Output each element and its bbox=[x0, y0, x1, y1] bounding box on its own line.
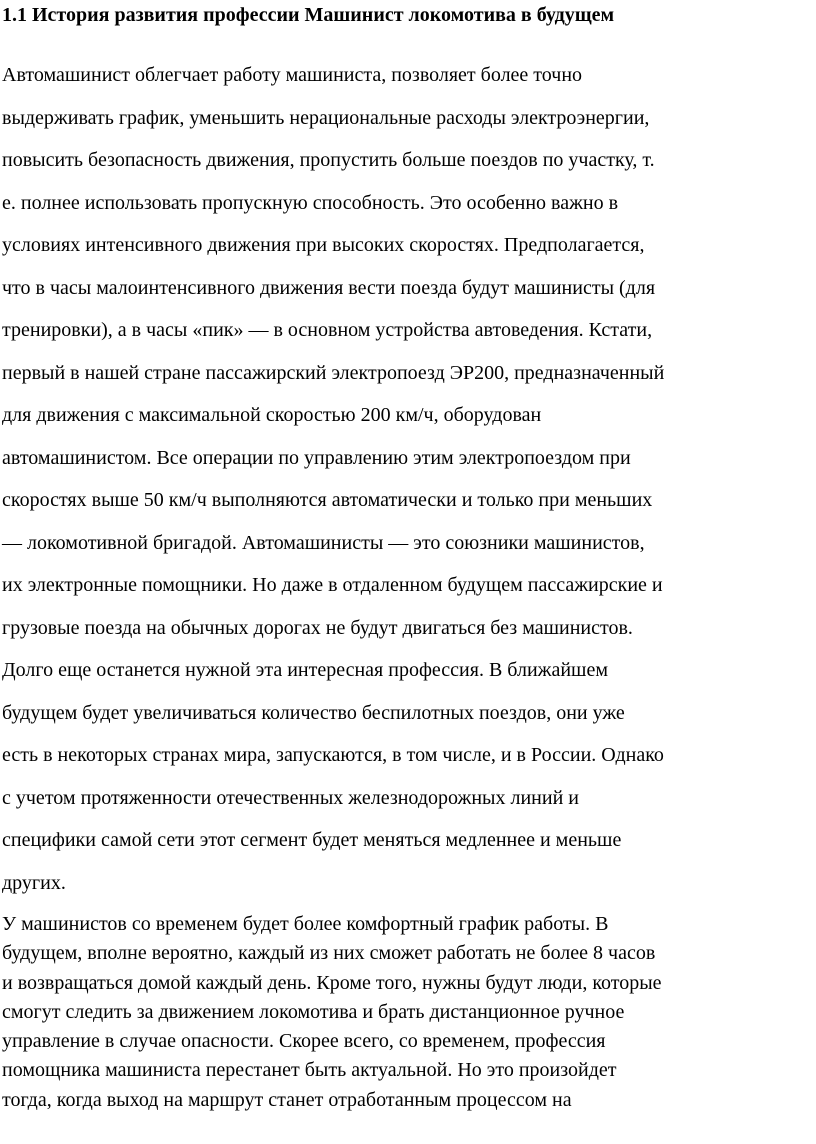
paragraph-1 bbox=[2, 56, 814, 906]
paragraph-line: повысить безопасность движения, пропустить больше поездов по участку, т. bbox=[2, 149, 655, 171]
paragraph-line: помощника машиниста перестанет быть актуальной. Но это произойдет bbox=[2, 1059, 617, 1082]
paragraph-line: управление в случае опасности. Скорее всего, со временем, профессия bbox=[2, 1030, 606, 1053]
paragraph-line: — локомотивной бригадой. Автомашинисты — это союзники машинистов, bbox=[2, 531, 645, 554]
paragraph-line: первый в нашей стране пассажирский электропоезд ЭР200, предназначенный bbox=[2, 361, 665, 384]
paragraph-line: других. bbox=[2, 871, 66, 894]
paragraph-line: Долго еще останется нужной эта интересная профессия. В ближайшем bbox=[2, 659, 608, 681]
paragraph-line: тогда, когда выход на маршрут станет отработанным процессом на bbox=[2, 1088, 572, 1111]
paragraph-line: для движения с максимальной скоростью 200 км/ч, оборудован bbox=[2, 404, 542, 426]
paragraph-line: выдерживать график, уменьшить нерациональные расходы электроэнергии, bbox=[2, 106, 650, 129]
paragraph-2 bbox=[2, 910, 814, 1115]
paragraph-line: что в часы малоинтенсивного движения вести поезда будут машинисты (для bbox=[2, 276, 656, 299]
paragraph-line: будущем будет увеличиваться количество беспилотных поездов, они уже bbox=[2, 701, 625, 724]
paragraph-line: е. полнее использовать пропускную способность. Это особенно важно в bbox=[2, 191, 619, 214]
section-heading: 1.1 История развития профессии Машинист локомотива в будущем bbox=[2, 4, 615, 26]
paragraph-line: грузовые поезда на обычных дорогах не будут двигаться без машинистов. bbox=[2, 616, 633, 639]
paragraph-line: их электронные помощники. Но даже в отдаленном будущем пассажирские и bbox=[2, 574, 663, 596]
paragraph-line: с учетом протяженности отечественных железнодорожных линий и bbox=[2, 786, 579, 809]
paragraph-line: Автомашинист облегчает работу машиниста, позволяет более точно bbox=[2, 64, 583, 86]
paragraph-line: автомашинистом. Все операции по управлению этим электропоездом при bbox=[2, 446, 631, 469]
paragraph-line: будущем, вполне вероятно, каждый из них сможет работать не более 8 часов bbox=[2, 942, 656, 965]
paragraph-line: У машинистов со временем будет более комфортный график работы. В bbox=[2, 913, 609, 935]
paragraph-line: тренировки), а в часы «пик» — в основном устройства автоведения. Кстати, bbox=[2, 319, 653, 341]
paragraph-line: условиях интенсивного движения при высоких скоростях. Предполагается, bbox=[2, 234, 645, 256]
paragraph-line: и возвращаться домой каждый день. Кроме того, нужны будут люди, которые bbox=[2, 971, 662, 994]
paragraph-line: скоростях выше 50 км/ч выполняются автоматически и только при меньших bbox=[2, 489, 653, 511]
paragraph-line: специфики самой сети этот сегмент будет меняться медленнее и меньше bbox=[2, 829, 622, 851]
paragraph-line: есть в некоторых странах мира, запускаются, в том числе, и в России. Однако bbox=[2, 744, 664, 766]
paragraph-line: смогут следить за движением локомотива и брать дистанционное ручное bbox=[2, 1000, 625, 1023]
